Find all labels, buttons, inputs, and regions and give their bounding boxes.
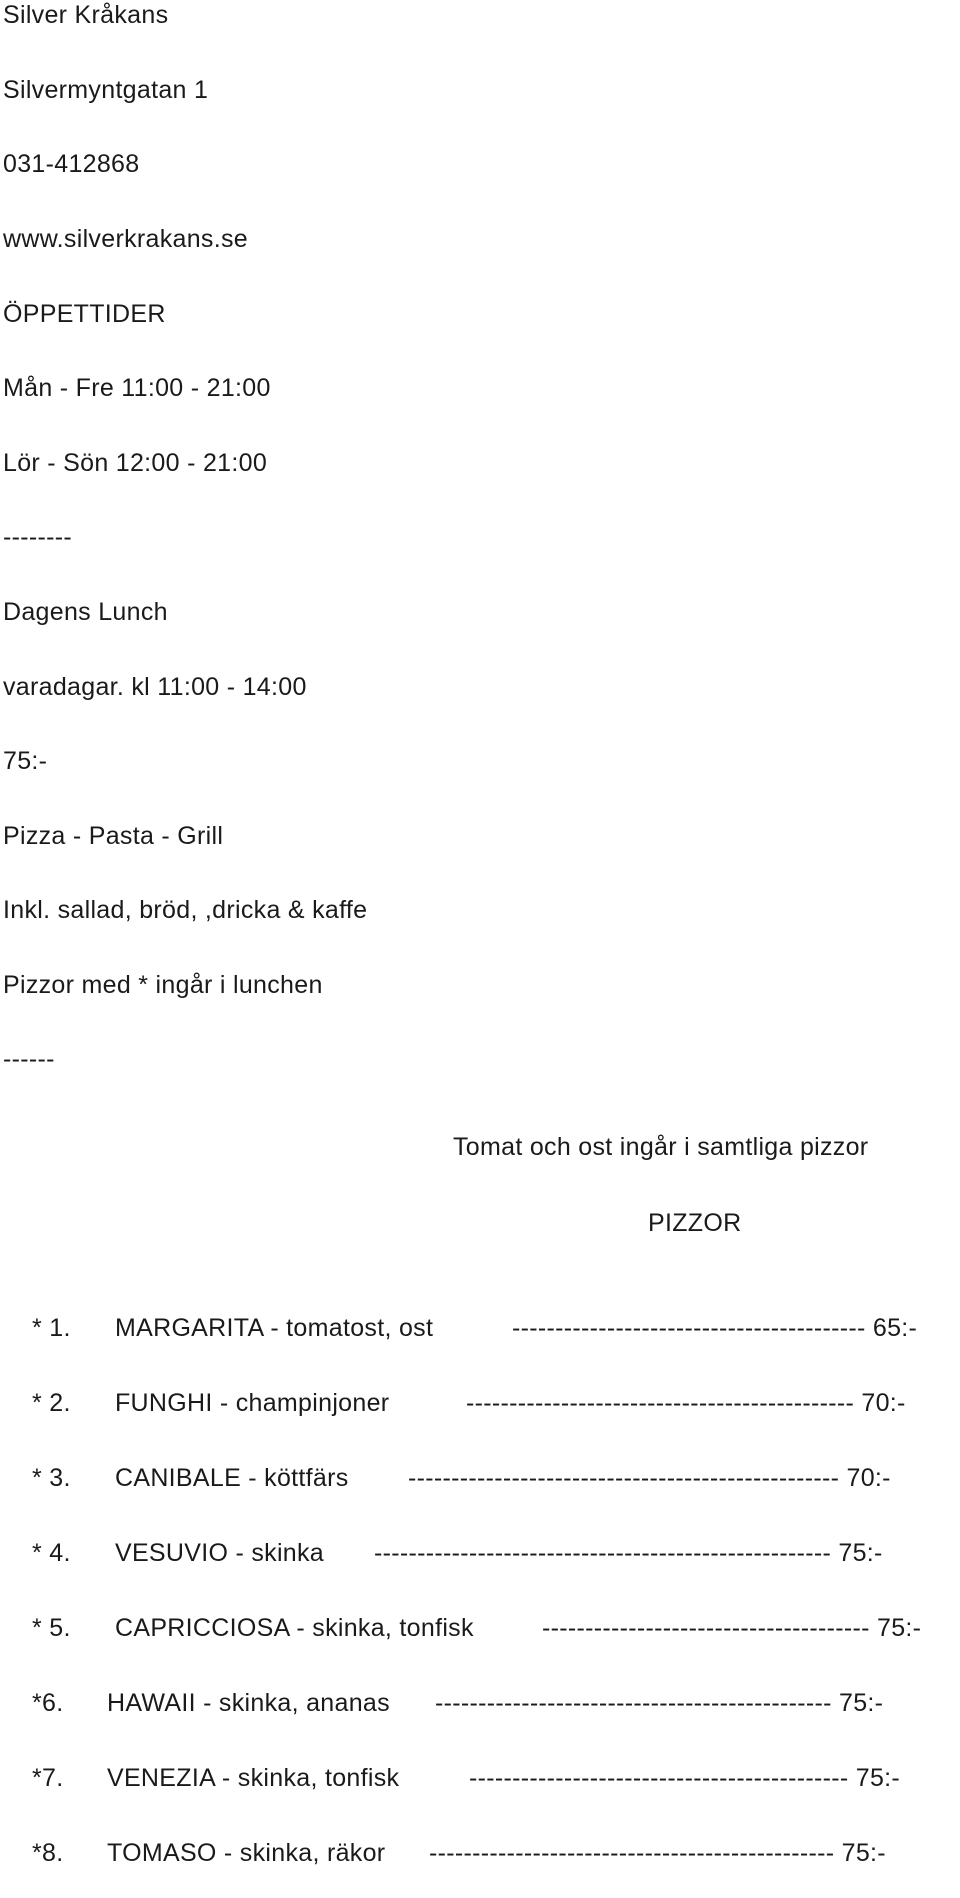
hours-weekdays: Mån - Fre 11:00 - 21:00: [3, 374, 271, 402]
item-number: *7.: [31, 1764, 64, 1792]
pizza-section-title: PIZZOR: [648, 1209, 742, 1237]
item-price: 75:-: [877, 1614, 922, 1642]
item-price: 70:-: [846, 1464, 891, 1492]
item-name: VESUVIO - skinka: [114, 1539, 325, 1567]
restaurant-name: Silver Kråkans: [3, 1, 169, 29]
menu-item: [3, 1808, 886, 1898]
item-price: 75:-: [841, 1839, 886, 1867]
item-dashes: -----------------------------------------------------: [373, 1539, 832, 1567]
item-price: 75:-: [838, 1539, 883, 1567]
hours-divider: --------: [3, 523, 73, 551]
hours-title: ÖPPETTIDER: [3, 300, 166, 328]
item-name: CAPRICCIOSA - skinka, tonfisk: [114, 1614, 474, 1642]
lunch-times: varadagar. kl 11:00 - 14:00: [3, 673, 307, 701]
item-number: * 5.: [31, 1614, 71, 1642]
restaurant-phone: 031-412868: [3, 150, 140, 178]
item-dashes: ---------------------------------------------: [465, 1389, 855, 1417]
item-price: 70:-: [861, 1389, 906, 1417]
lunch-divider: ------: [3, 1045, 55, 1073]
item-name: VENEZIA - skinka, tonfisk: [106, 1764, 400, 1792]
item-price: 65:-: [872, 1314, 918, 1342]
lunch-title: Dagens Lunch: [3, 598, 168, 626]
item-name: HAWAII - skinka, ananas: [106, 1689, 390, 1717]
item-price: 75:-: [839, 1689, 884, 1717]
item-number: * 4.: [31, 1539, 71, 1567]
item-price: 75:-: [855, 1764, 901, 1792]
lunch-categories: Pizza - Pasta - Grill: [3, 822, 224, 850]
item-dashes: ----------------------------------------------: [434, 1689, 832, 1717]
item-name: CANIBALE - köttfärs: [114, 1464, 349, 1492]
lunch-note: Pizzor med * ingår i lunchen: [3, 971, 323, 999]
lunch-price: 75:-: [3, 747, 48, 775]
restaurant-address: Silvermyntgatan 1: [3, 76, 209, 104]
item-name: MARGARITA - tomatost, ost: [114, 1314, 434, 1342]
item-dashes: --------------------------------------------------: [407, 1464, 840, 1492]
item-name: TOMASO - skinka, räkor: [106, 1839, 386, 1867]
item-dashes: --------------------------------------: [541, 1614, 870, 1642]
lunch-included: Inkl. sallad, bröd, ,dricka & kaffe: [3, 896, 368, 924]
item-number: *8.: [31, 1839, 64, 1867]
item-number: *6.: [31, 1689, 64, 1717]
item-dashes: -----------------------------------------: [511, 1314, 866, 1342]
item-number: * 3.: [31, 1464, 71, 1492]
item-number: * 1.: [31, 1314, 71, 1342]
pizza-base-note: Tomat och ost ingår i samtliga pizzor: [453, 1133, 869, 1161]
item-dashes: --------------------------------------------: [468, 1764, 849, 1792]
hours-weekend: Lör - Sön 12:00 - 21:00: [3, 449, 268, 477]
item-name: FUNGHI - champinjoner: [114, 1389, 390, 1417]
item-dashes: -----------------------------------------------: [428, 1839, 835, 1867]
item-number: * 2.: [31, 1389, 71, 1417]
restaurant-website[interactable]: www.silverkrakans.se: [3, 225, 248, 253]
